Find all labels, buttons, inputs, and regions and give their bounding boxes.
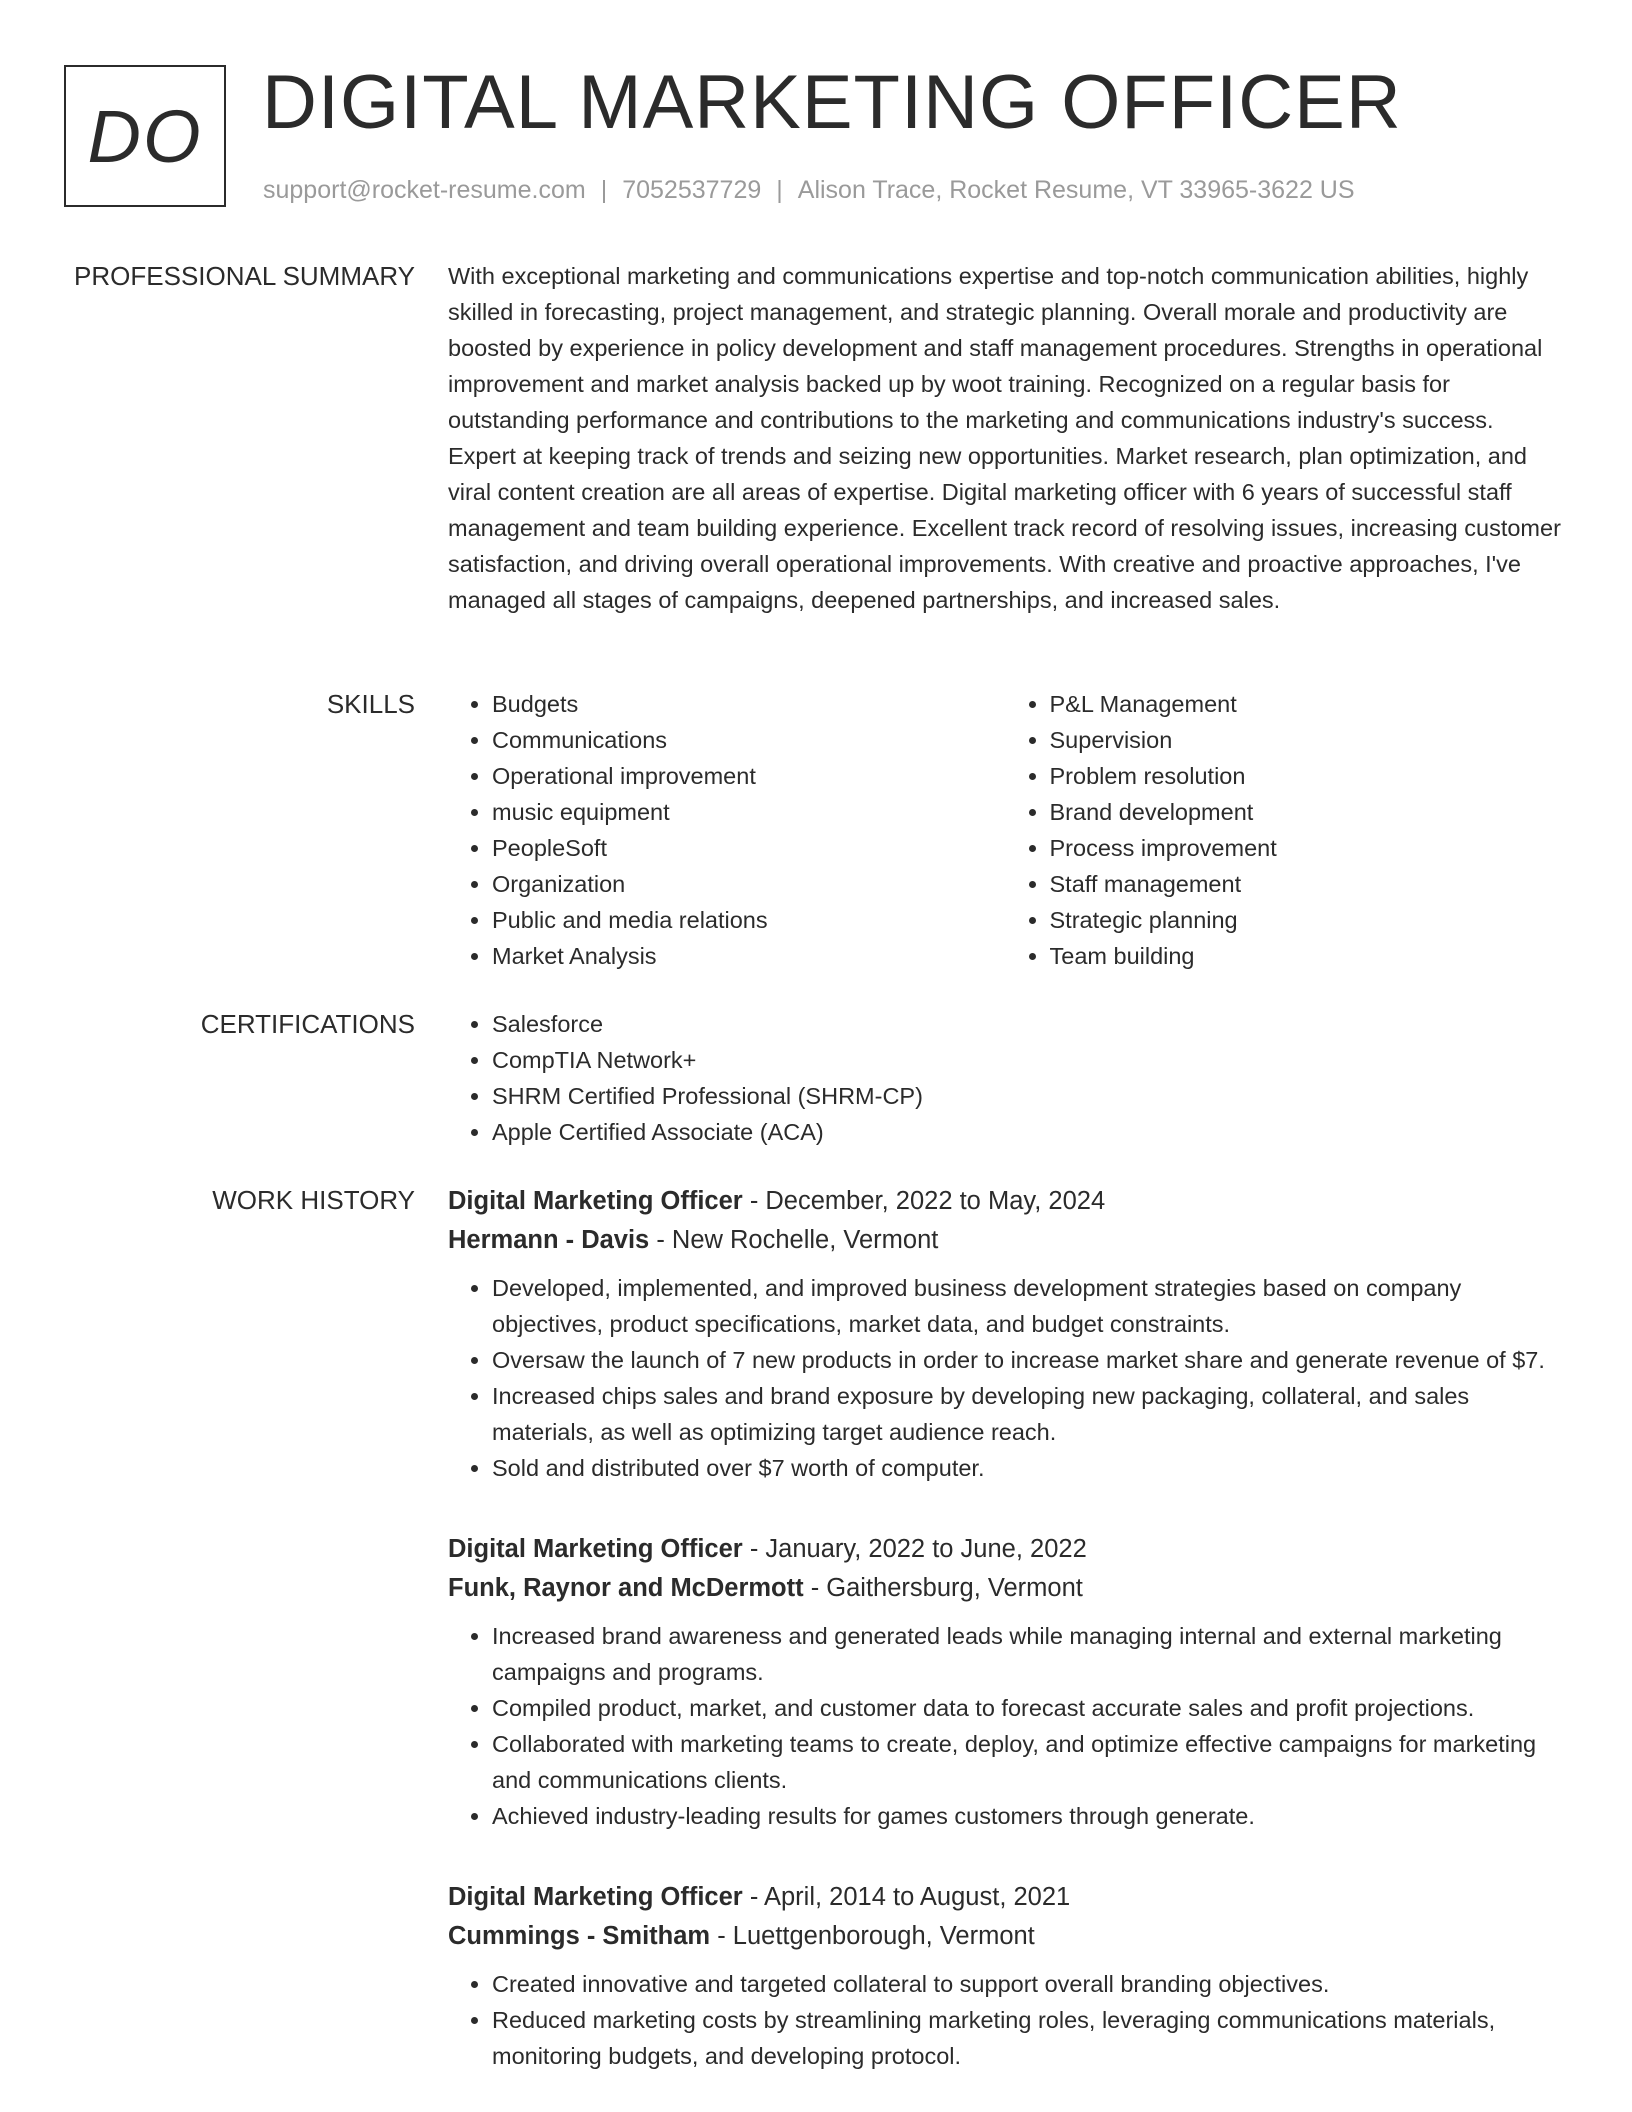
contact-separator: |: [600, 176, 608, 204]
job-dates: - January, 2022 to June, 2022: [742, 1535, 1087, 1563]
job-bullet: • Developed, implemented, and improved business development strategies based on company objectives, product specifications, market data, and budget constraints.: [492, 1270, 1563, 1342]
skill-item: • PeopleSoft: [492, 830, 1006, 866]
section-label-summary: PROFESSIONAL SUMMARY: [74, 261, 415, 291]
job-company-line: [448, 1569, 1563, 1608]
skill-item: • Communications: [492, 722, 1006, 758]
contact-separator: |: [776, 176, 783, 204]
job-entry: [448, 1530, 1563, 1834]
skill-item: • Supervision: [1050, 722, 1564, 758]
skill-item: • Process improvement: [1050, 830, 1564, 866]
job-bullet: • Reduced marketing costs by streamlining marketing roles, leveraging communications materials, monitoring budgets, and developing protocol.: [492, 2002, 1563, 2074]
skills-list-left: [448, 686, 1006, 974]
job-dates: - April, 2014 to August, 2021: [742, 1883, 1071, 1911]
section-label-skills: SKILLS: [326, 689, 415, 719]
section-label-work: WORK HISTORY: [212, 1185, 415, 1215]
contact-phone[interactable]: 7052537729: [622, 176, 762, 204]
job-bullet: • Collaborated with marketing teams to create, deploy, and optimize effective campaigns for marketing and communications clients.: [492, 1726, 1563, 1798]
job-bullet: • Sold and distributed over $7 worth of computer.: [492, 1450, 1563, 1486]
certifications-list: [448, 1006, 1563, 1150]
job-bullets: [448, 1966, 1563, 2074]
job-dates: - December, 2022 to May, 2024: [742, 1187, 1106, 1215]
job-title: Digital Marketing Officer: [448, 1883, 743, 1911]
certification-item: • CompTIA Network+: [492, 1042, 1563, 1078]
contact-address: Alison Trace, Rocket Resume, VT 33965-3622 US: [797, 176, 1355, 204]
skill-item: • Operational improvement: [492, 758, 1006, 794]
skill-item: • music equipment: [492, 794, 1006, 830]
job-bullets: [448, 1270, 1563, 1486]
job-location: - Luettgenborough, Vermont: [710, 1922, 1035, 1950]
summary-content: [448, 258, 1563, 618]
skills-list-right: [1006, 686, 1564, 974]
certification-item: • Apple Certified Associate (ACA): [492, 1114, 1563, 1150]
job-title-line: [448, 1530, 1563, 1569]
job-title: Digital Marketing Officer: [448, 1187, 743, 1215]
job-entry: [448, 1878, 1563, 2074]
work-content: [448, 1182, 1563, 2074]
job-company: Cummings - Smitham: [448, 1922, 711, 1950]
job-entry: [448, 1182, 1563, 1486]
skill-item: • Budgets: [492, 686, 1006, 722]
job-bullet: • Oversaw the launch of 7 new products in order to increase market share and generate revenue of $7.: [492, 1342, 1563, 1378]
summary-text: With exceptional marketing and communications expertise and top-notch communication abilities, highly skilled in forecasting, project management, and strategic planning. Overall morale and productivity are boosted by experience in policy development and staff management procedures. Strengths in operational improvement and market analysis backed up by woot training. Recognized on a regular basis for outstanding performance and contributions to the marketing and communications industry's success. Expert at keeping track of trends and seizing new opportunities. Market research, plan optimization, and viral content creation are all areas of expertise. Digital marketing officer with 6 years of successful staff management and team building experience. Excellent track record of resolving issues, increasing customer satisfaction, and driving overall operational improvements. With creative and proactive approaches, I've managed all stages of campaigns, deepened partnerships, and increased sales.: [448, 263, 1561, 613]
certification-item: • Salesforce: [492, 1006, 1563, 1042]
page-title: DIGITAL MARKETING OFFICER: [262, 60, 1402, 145]
job-location: - New Rochelle, Vermont: [649, 1226, 939, 1254]
job-bullet: • Increased chips sales and brand exposure by developing new packaging, collateral, and sales materials, as well as optimizing target audience reach.: [492, 1378, 1563, 1450]
skill-item: • Market Analysis: [492, 938, 1006, 974]
skill-item: • Staff management: [1050, 866, 1564, 902]
skill-item: • P&L Management: [1050, 686, 1564, 722]
skill-item: • Brand development: [1050, 794, 1564, 830]
skill-item: • Organization: [492, 866, 1006, 902]
job-company-line: [448, 1221, 1563, 1260]
contact-email[interactable]: support@rocket-resume.com: [263, 176, 586, 204]
skill-item: • Public and media relations: [492, 902, 1006, 938]
job-title: Digital Marketing Officer: [448, 1535, 743, 1563]
job-company-line: [448, 1917, 1563, 1956]
job-company: Hermann - Davis: [448, 1226, 650, 1254]
job-bullets: [448, 1618, 1563, 1834]
skill-item: • Team building: [1050, 938, 1564, 974]
job-company: Funk, Raynor and McDermott: [448, 1574, 804, 1602]
certification-item: • SHRM Certified Professional (SHRM-CP): [492, 1078, 1563, 1114]
job-bullet: • Achieved industry-leading results for games customers through generate.: [492, 1798, 1563, 1834]
job-title-line: [448, 1182, 1563, 1221]
job-title-line: [448, 1878, 1563, 1917]
certifications-content: [448, 1006, 1563, 1150]
job-location: - Gaithersburg, Vermont: [803, 1574, 1083, 1602]
section-label-certifications: CERTIFICATIONS: [200, 1009, 415, 1039]
contact-line: [263, 176, 1355, 205]
job-bullet: • Increased brand awareness and generated leads while managing internal and external marketing campaigns and programs.: [492, 1618, 1563, 1690]
skills-columns: [448, 686, 1563, 974]
skill-item: • Strategic planning: [1050, 902, 1564, 938]
monogram-logo: DO: [64, 65, 226, 207]
job-bullet: • Created innovative and targeted collateral to support overall branding objectives.: [492, 1966, 1563, 2002]
job-bullet: • Compiled product, market, and customer data to forecast accurate sales and profit projections.: [492, 1690, 1563, 1726]
skill-item: • Problem resolution: [1050, 758, 1564, 794]
